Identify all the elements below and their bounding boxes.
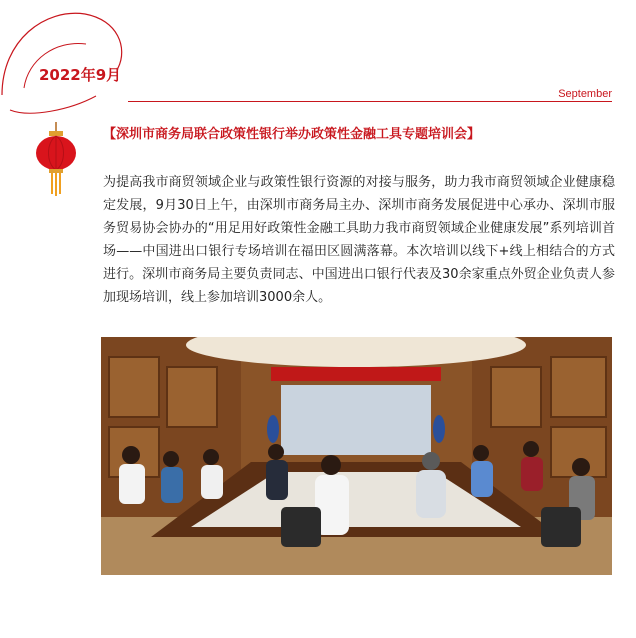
meeting-photo (101, 337, 612, 575)
date-label: 2022年9月 (39, 66, 122, 84)
article-body: 为提高我市商贸领域企业与政策性银行资源的对接与服务，助力我市商贸领域企业健康稳定发展，9月30日上午，由深圳市商务局主办、深圳市商务发展促进中心承办、深圳市服务贸易协会协办的“用足用好政策性金融工具助力我市商贸领域企业健康发展”系列培训首场——中国进出口银行专场培训在福田区圆满落幕。本次培训以线下+线上相结合的方式进行。深圳市商务局主要负责同志、中国进出口银行代表及30余家重点外贸企业负责人参加现场培训，线上参加培训3000余人。 (103, 175, 615, 305)
month-label: September (558, 88, 612, 100)
lantern-icon (31, 122, 81, 202)
divider-line (128, 101, 612, 102)
decorative-swirl (0, 0, 140, 120)
article-title: 【深圳市商务局联合政策性银行举办政策性金融工具专题培训会】 (103, 127, 481, 142)
meeting-photo-illustration (101, 337, 612, 575)
header (0, 0, 636, 200)
